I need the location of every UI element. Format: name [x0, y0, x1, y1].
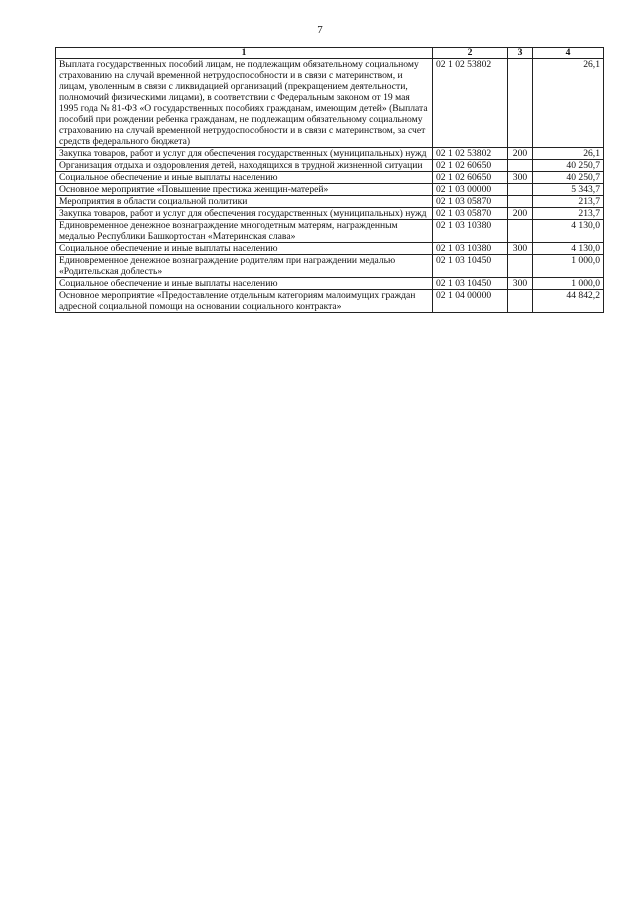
row-type: 200 [508, 208, 533, 220]
row-name: Выплата государственных пособий лицам, не подлежащим обязательному социальному страхованию на случай временной нетрудоспособности и в связи с материнством, и лицам, уволенным в связи с ликвидацией организаций (прекращением деятельности, полномочий физическими лицами), в соответствии с Федеральным законом от 19 мая 1995 года № 81-ФЗ «О государственных пособиях гражданам, имеющим детей» (Выплата пособий при рождении ребенка гражданам, не подлежащим обязательному социальному страхованию на случай временной нетрудоспособности и в связи с материнством, за счет средств федерального бюджета) [56, 59, 433, 148]
row-name: Социальное обеспечение и иные выплаты населению [56, 172, 433, 184]
row-type [508, 220, 533, 243]
row-code: 02 1 03 10450 [433, 278, 508, 290]
row-code: 02 1 03 10380 [433, 220, 508, 243]
row-name: Основное мероприятие «Повышение престижа женщин-матерей» [56, 184, 433, 196]
table-row [56, 148, 604, 160]
table-row [56, 278, 604, 290]
row-code: 02 1 02 53802 [433, 148, 508, 160]
row-name: Мероприятия в области социальной политики [56, 196, 433, 208]
row-amount: 1 000,0 [533, 278, 604, 290]
row-type [508, 160, 533, 172]
row-code: 02 1 03 10450 [433, 255, 508, 278]
row-type: 300 [508, 172, 533, 184]
row-type: 200 [508, 148, 533, 160]
row-code: 02 1 02 53802 [433, 59, 508, 148]
row-type: 300 [508, 278, 533, 290]
table-row [56, 184, 604, 196]
row-amount: 5 343,7 [533, 184, 604, 196]
row-code: 02 1 03 10380 [433, 243, 508, 255]
row-code: 02 1 03 00000 [433, 184, 508, 196]
row-type [508, 255, 533, 278]
row-amount: 26,1 [533, 59, 604, 148]
row-name: Закупка товаров, работ и услуг для обеспечения государственных (муниципальных) нужд [56, 208, 433, 220]
table-row [56, 59, 604, 148]
row-type [508, 196, 533, 208]
row-type [508, 59, 533, 148]
row-code: 02 1 02 60650 [433, 172, 508, 184]
row-name: Единовременное денежное вознаграждение родителям при награждении медалью «Родительская доблесть» [56, 255, 433, 278]
header-row [56, 48, 604, 59]
table-row [56, 220, 604, 243]
row-amount: 44 842,2 [533, 290, 604, 313]
row-name: Социальное обеспечение и иные выплаты населению [56, 278, 433, 290]
row-name: Основное мероприятие «Предоставление отдельным категориям малоимущих граждан адресной социальной помощи на основании социального контракта» [56, 290, 433, 313]
budget-table [55, 47, 604, 313]
table-row [56, 208, 604, 220]
table-row [56, 290, 604, 313]
row-amount: 1 000,0 [533, 255, 604, 278]
row-type [508, 184, 533, 196]
row-code: 02 1 04 00000 [433, 290, 508, 313]
row-amount: 40 250,7 [533, 160, 604, 172]
row-amount: 4 130,0 [533, 220, 604, 243]
row-amount: 213,7 [533, 196, 604, 208]
row-name: Организация отдыха и оздоровления детей, находящихся в трудной жизненной ситуации [56, 160, 433, 172]
page-number: 7 [317, 24, 323, 36]
row-amount: 213,7 [533, 208, 604, 220]
table-row [56, 172, 604, 184]
row-code: 02 1 02 60650 [433, 160, 508, 172]
column-header-name: 1 [56, 48, 433, 59]
row-type: 300 [508, 243, 533, 255]
table-row [56, 196, 604, 208]
column-header-code: 2 [433, 48, 508, 59]
row-amount: 40 250,7 [533, 172, 604, 184]
row-type [508, 290, 533, 313]
table-row [56, 160, 604, 172]
column-header-type: 3 [508, 48, 533, 59]
row-amount: 26,1 [533, 148, 604, 160]
column-header-amount: 4 [533, 48, 604, 59]
table-row [56, 243, 604, 255]
row-code: 02 1 03 05870 [433, 196, 508, 208]
table-row [56, 255, 604, 278]
row-amount: 4 130,0 [533, 243, 604, 255]
row-name: Единовременное денежное вознаграждение многодетным матерям, награжденным медалью Республики Башкортостан «Материнская слава» [56, 220, 433, 243]
row-name: Социальное обеспечение и иные выплаты населению [56, 243, 433, 255]
row-name: Закупка товаров, работ и услуг для обеспечения государственных (муниципальных) нужд [56, 148, 433, 160]
row-code: 02 1 03 05870 [433, 208, 508, 220]
